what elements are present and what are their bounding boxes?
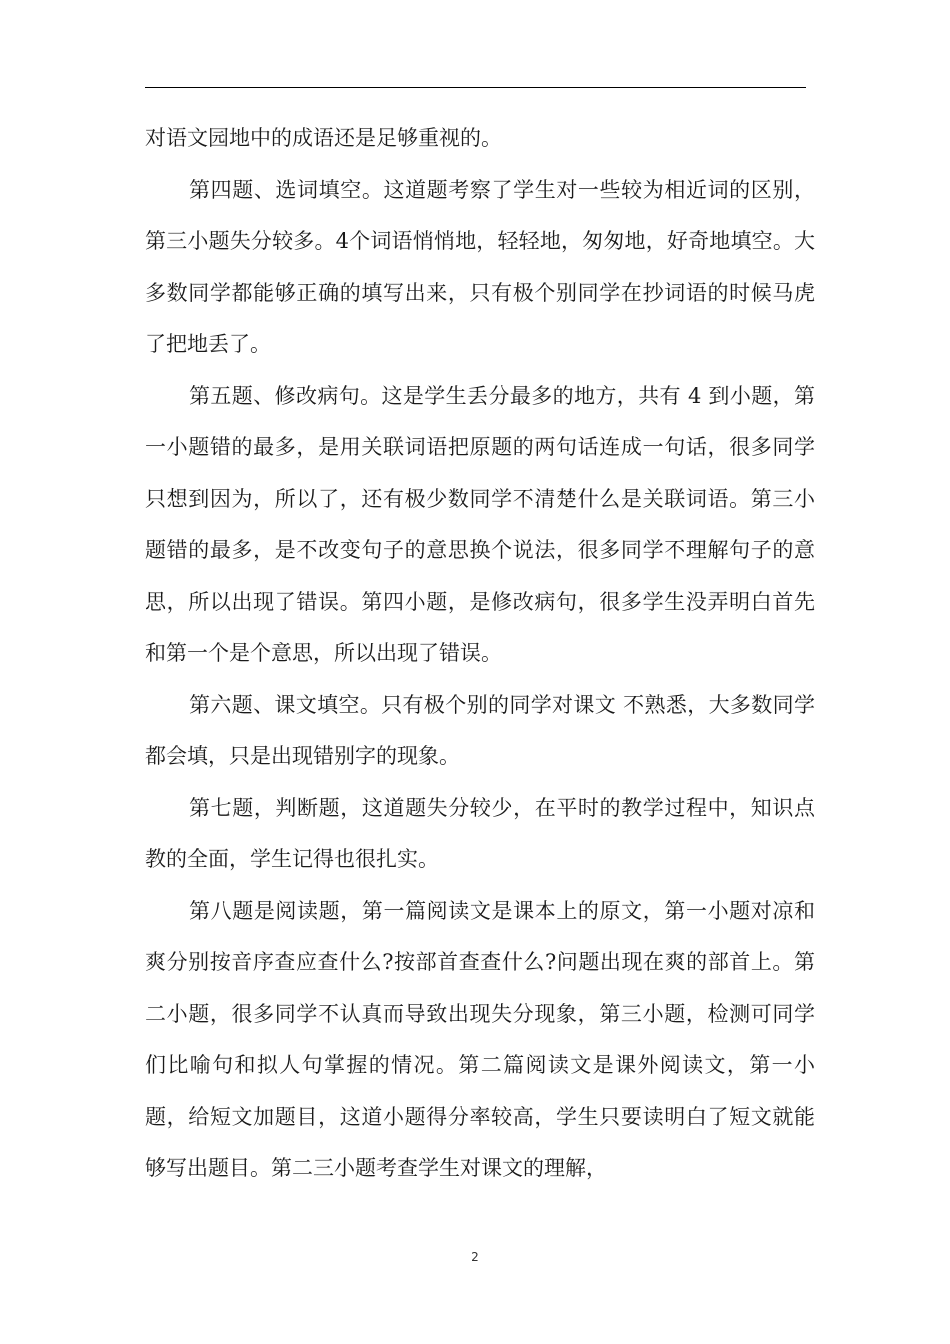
paragraph-question-7: 第七题，判断题，这道题失分较少，在平时的教学过程中，知识点教的全面，学生记得也很扎实。 bbox=[145, 795, 815, 871]
header-rule bbox=[145, 87, 806, 88]
page-number: 2 bbox=[471, 1250, 479, 1264]
document-body bbox=[145, 113, 815, 1195]
paragraph-continuation: 对语文园地中的成语还是足够重视的。 bbox=[145, 126, 502, 150]
paragraph-question-4: 第四题、选词填空。这道题考察了学生对一些较为相近词的区别，第三小题失分较多。4个词语悄悄地，轻轻地，匆匆地，好奇地填空。大多数同学都能够正确的填写出来，只有极个别同学在抄词语的时候马虎了把地丢了。 bbox=[145, 177, 815, 356]
paragraph-question-8: 第八题是阅读题，第一篇阅读文是课本上的原文，第一小题对凉和爽分别按音序查应查什么?按部首查查什么?问题出现在爽的部首上。第二小题，很多同学不认真而导致出现失分现象，第三小题，检测可同学们比喻句和拟人句掌握的情况。第二篇阅读文是课外阅读文，第一小题，给短文加题目，这道小题得分率较高，学生只要读明白了短文就能够写出题目。第二三小题考查学生对课文的理解， bbox=[145, 898, 815, 1180]
paragraph-question-6: 第六题、课文填空。只有极个别的同学对课文 不熟悉，大多数同学都会填，只是出现错别字的现象。 bbox=[145, 692, 815, 768]
paragraph-question-5: 第五题、修改病句。这是学生丢分最多的地方，共有 4 到小题，第一小题错的最多，是用关联词语把原题的两句话连成一句话，很多同学只想到因为，所以了，还有极少数同学不清楚什么是关联词语。第三小题错的最多，是不改变句子的意思换个说法，很多同学不理解句子的意思，所以出现了错误。第四小题，是修改病句，很多学生没弄明白首先和第一个是个意思，所以出现了错误。 bbox=[145, 383, 815, 665]
